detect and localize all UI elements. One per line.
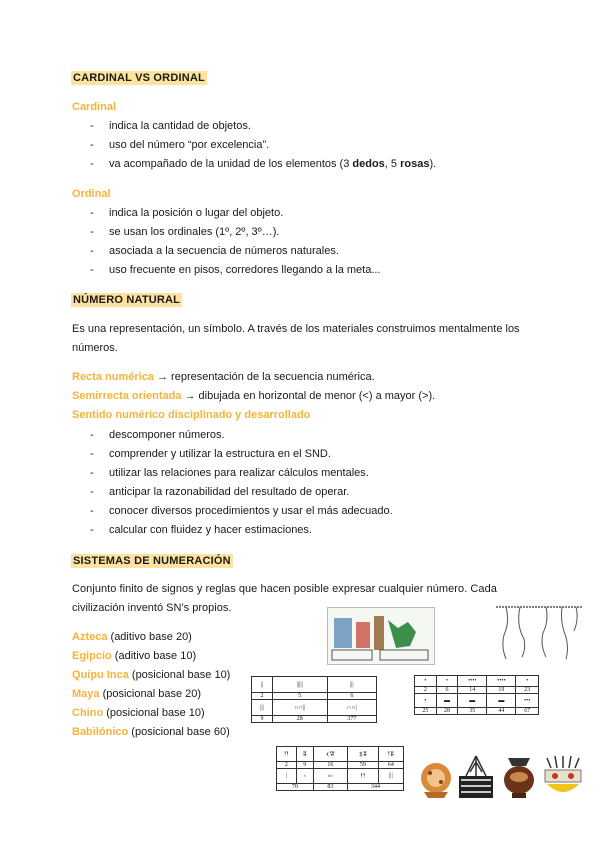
number-cell: 6 — [327, 693, 376, 700]
glyph-cell: | — [277, 769, 297, 784]
glyph-cell: 𒐏𒐉 — [348, 747, 379, 762]
system-name: Maya — [72, 688, 100, 700]
glyph-cell: • — [415, 694, 437, 708]
bold-word-dedos: dedos — [352, 158, 385, 170]
recta-numerica-line — [72, 368, 375, 387]
list-item-text: va acompañado de la unidad de los elementos (3 — [109, 158, 353, 170]
number-cell: 64 — [378, 762, 403, 769]
system-desc: (aditivo base 20) — [107, 631, 192, 643]
glyph-cell: ||| — [252, 700, 273, 716]
number-cell: 2 — [415, 687, 437, 694]
number-cell: 23 — [516, 687, 539, 694]
system-name: Quipu Inca — [72, 669, 129, 681]
decorated-vase-icon — [418, 756, 454, 800]
system-azteca — [72, 628, 192, 647]
aztec-glyphs-icon — [328, 608, 434, 664]
list-item: - indica la cantidad de objetos. — [109, 120, 251, 132]
chinese-art-image-3 — [500, 754, 538, 800]
glyph-cell: •••• — [458, 676, 487, 687]
system-name: Egipcio — [72, 650, 112, 662]
list-item: - uso del número “por excelencia”. — [109, 139, 269, 151]
system-maya — [72, 685, 201, 704]
system-desc: (aditivo base 10) — [111, 650, 197, 662]
glyph-cell: • — [516, 676, 539, 687]
system-desc: (posicional base 20) — [99, 688, 202, 700]
semirrecta-text: → dibujada en horizontal de menor (<) a mayor (>). — [181, 390, 436, 402]
number-cell: 70 — [277, 784, 314, 791]
number-cell: 25 — [415, 708, 437, 715]
subheading-ordinal: Ordinal — [72, 188, 111, 200]
recta-text: → representación de la secuencia numérica. — [153, 371, 375, 383]
system-egipcio — [72, 647, 196, 666]
heading-cardinal-vs-ordinal: CARDINAL VS ORDINAL — [73, 72, 205, 84]
heading-sistemas-numeracion: SISTEMAS DE NUMERACIÓN — [73, 555, 231, 567]
number-cell: 83 — [313, 784, 347, 791]
system-desc: (posicional base 60) — [128, 726, 230, 738]
glyph-cell: • — [436, 676, 458, 687]
glyph-cell: 𒁹𒐉 — [378, 747, 403, 762]
quipu-inca-image — [494, 604, 584, 662]
subheading-cardinal: Cardinal — [72, 101, 117, 113]
quipu-strings-icon — [494, 604, 584, 662]
paragraph-line: Conjunto finito de signos y reglas que hacen posible expresar cualquier número. Cada — [72, 583, 497, 595]
paragraph-line: números. — [72, 342, 118, 354]
maya-numerals-table — [414, 675, 539, 730]
aztec-numerals-image — [327, 607, 435, 665]
list-item: - indica la posición o lugar del objeto. — [109, 207, 283, 219]
ornamental-bowl-icon — [541, 754, 585, 800]
glyph-cell: ▬ — [458, 694, 487, 708]
glyph-cell: ||| — [378, 769, 403, 784]
number-cell: 44 — [487, 708, 516, 715]
glyph-cell: ▬ — [487, 694, 516, 708]
label-recta-numerica: Recta numérica — [72, 371, 154, 383]
system-desc: (posicional base 10) — [103, 707, 205, 719]
egyptian-numerals-table — [251, 676, 377, 726]
number-cell: 59 — [348, 762, 379, 769]
system-name: Azteca — [72, 631, 108, 643]
glyph-cell: ∩∩|| — [272, 700, 327, 716]
patterned-plant-icon — [457, 754, 495, 800]
glyph-cell: ••• — [516, 694, 539, 708]
number-cell: 2 — [277, 762, 297, 769]
system-name: Chino — [72, 707, 104, 719]
glyph-cell: ||| — [327, 677, 376, 693]
system-chino — [72, 704, 205, 723]
list-item: - se usan los ordinales (1º, 2º, 3º…). — [109, 226, 279, 238]
list-item: - asociada a la secuencia de números naturales. — [109, 245, 339, 257]
babylonian-numerals-table — [276, 746, 404, 804]
number-cell: 6 — [436, 687, 458, 694]
list-item-text: , 5 — [384, 158, 401, 170]
paragraph-line: civilización inventó SN’s propios. — [72, 602, 232, 614]
glyph-cell: 𒌋𒐊 — [313, 747, 347, 762]
number-cell: 67 — [516, 708, 539, 715]
paragraph-line: Es una representación, un símbolo. A través de los materiales construimos mentalmente los — [72, 323, 520, 335]
list-item: - calcular con fluidez y hacer estimaciones. — [109, 524, 312, 536]
number-cell: 9 — [296, 762, 313, 769]
number-cell: 19 — [487, 687, 516, 694]
bold-word-rosas: rosas — [400, 158, 430, 170]
glyph-cell: ||||| — [272, 677, 327, 693]
glyph-cell: ∩∩| — [327, 700, 376, 716]
number-cell: 35 — [458, 708, 487, 715]
list-item: - anticipar la razonabilidad del resultado de operar. — [109, 486, 349, 498]
list-item: - uso frecuente en pisos, corredores llegando a la meta... — [109, 264, 381, 276]
label-semirrecta: Semirrecta orientada — [72, 390, 182, 402]
list-item — [109, 158, 436, 170]
glyph-cell: ‹ — [296, 769, 313, 784]
glyph-cell: 𒁹𒁹 — [348, 769, 379, 784]
number-cell: 9 — [252, 716, 273, 723]
number-cell: 5 — [272, 693, 327, 700]
system-quipu-inca — [72, 666, 230, 685]
chinese-art-image-4 — [541, 754, 585, 800]
number-cell: 28 — [272, 716, 327, 723]
glyph-cell: «‹ — [313, 769, 347, 784]
chinese-art-image-1 — [418, 756, 454, 800]
number-cell: 377 — [327, 716, 376, 723]
glyph-cell: 𒁹𒁹 — [277, 747, 297, 762]
system-babilonico — [72, 723, 230, 742]
list-item: - utilizar las relaciones para realizar cálculos mentales. — [109, 467, 369, 479]
number-cell: 344 — [348, 784, 404, 791]
list-item-text: ). — [429, 158, 437, 170]
list-item: - conocer diversos procedimientos y usar el más adecuado. — [109, 505, 393, 517]
glyph-cell: 𒐉 — [296, 747, 313, 762]
system-name: Babilónico — [72, 726, 129, 738]
system-desc: (posicional base 10) — [128, 669, 231, 681]
number-cell: 14 — [458, 687, 487, 694]
glyph-cell: || — [252, 677, 273, 693]
glyph-cell: •••• — [487, 676, 516, 687]
subheading-sentido-numerico: Sentido numérico disciplinado y desarrollado — [72, 409, 311, 421]
number-cell: 28 — [436, 708, 458, 715]
number-cell: 2 — [252, 693, 273, 700]
list-item: - descomponer números. — [109, 429, 225, 441]
glyph-cell: ▬ — [436, 694, 458, 708]
list-item: - comprender y utilizar la estructura en el SND. — [109, 448, 331, 460]
semirrecta-line — [72, 387, 435, 406]
clay-pot-icon — [500, 754, 538, 800]
glyph-cell: • — [415, 676, 437, 687]
chinese-art-image-2 — [457, 754, 495, 800]
heading-numero-natural: NÚMERO NATURAL — [73, 294, 181, 306]
number-cell: 16 — [313, 762, 347, 769]
